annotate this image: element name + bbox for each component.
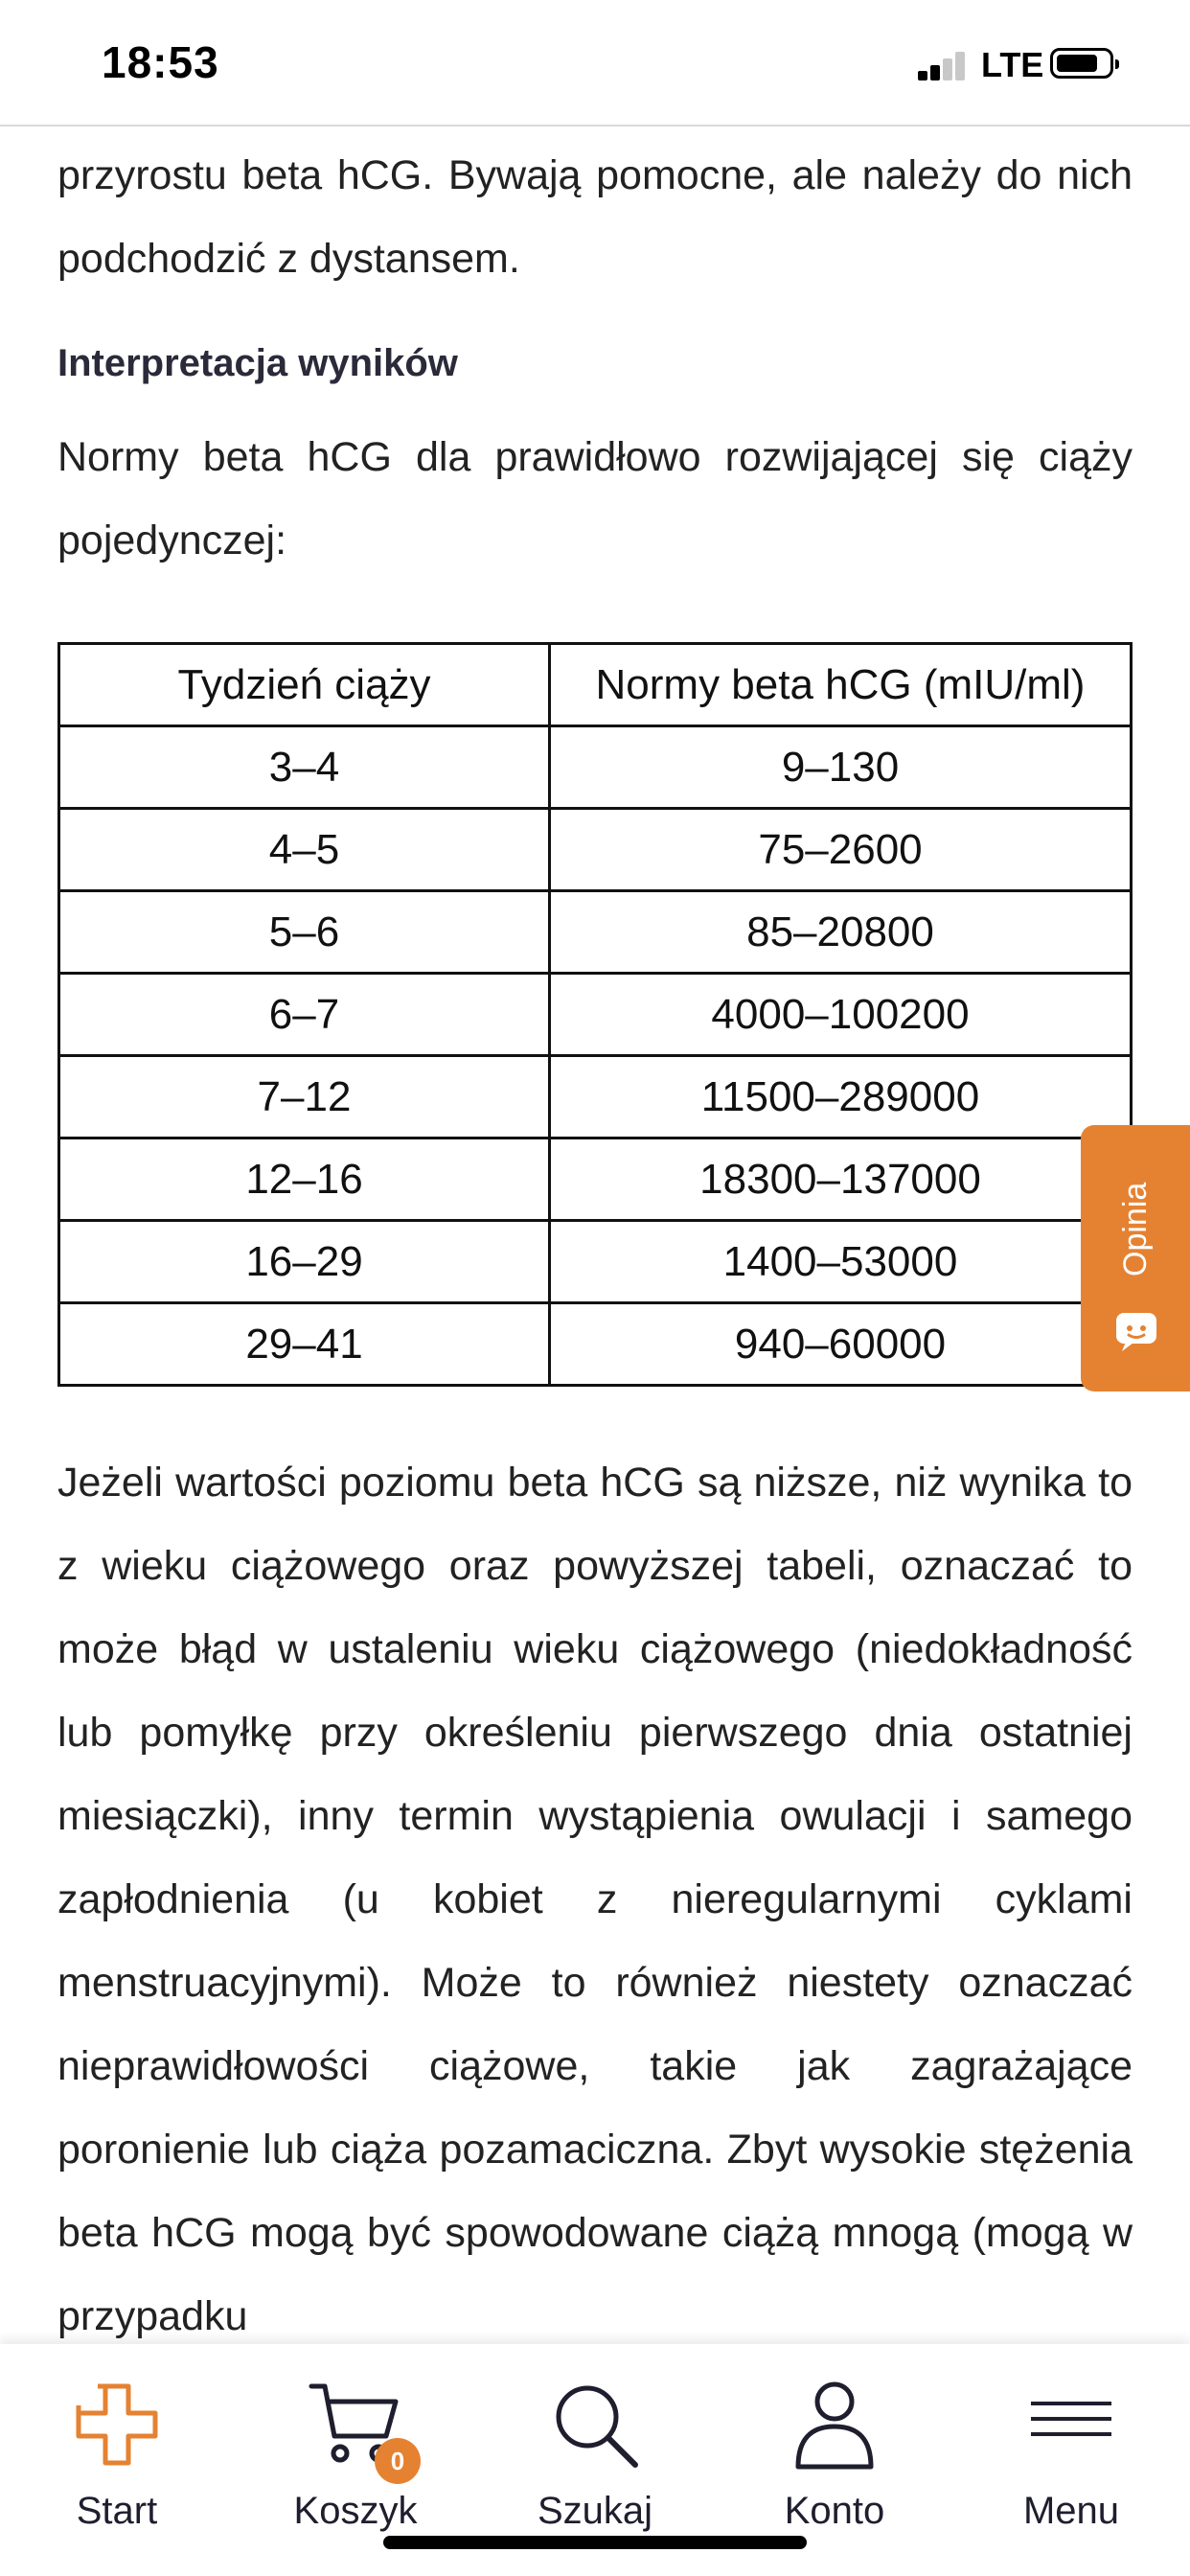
nav-label-menu: Menu: [1022, 2490, 1120, 2532]
status-bar: [0, 0, 1190, 126]
user-icon: [787, 2377, 882, 2472]
intro-paragraph: przyrostu beta hCG. Bywają pomocne, ale należy do nich podchodzić z dystansem.: [57, 152, 1133, 282]
body-paragraph: Jeżeli wartości poziomu beta hCG są niższe, niż wynika to z wieku ciążowego oraz powyższej tabeli, oznaczać to może błąd w ustaleniu wieku ciążowego (niedokładność lub pomyłkę przy określeniu pierwszego dnia ostatniej miesiączki), inny termin wystąpienia owulacji i samego zapłodnienia (u kobiet z nieregularnymi cyklami menstruacyjnymi). Może to również niestety oznaczać nieprawidłowości ciążowe, takie jak zagrażające poronienie lub ciąża pozamaciczna. Zbyt wysokie stężenia beta hCG mogą być spowodowane ciążą mnogą (mogą w przypadku: [57, 1460, 1133, 2339]
search-icon: [547, 2377, 643, 2472]
table-intro-paragraph: Normy beta hCG dla prawidłowo rozwijającej się ciąży pojedynczej:: [57, 434, 1133, 564]
status-time: 18:53: [102, 37, 219, 87]
table-row: [59, 809, 1132, 891]
table-header-row: [59, 644, 1132, 726]
table-row: [59, 1303, 1132, 1386]
norm-cell: 940–60000: [550, 1303, 1132, 1386]
norm-cell: 1400–53000: [550, 1221, 1132, 1303]
section-heading: Interpretacja wyników: [57, 342, 458, 384]
cart-count-badge: 0: [375, 2438, 421, 2484]
network-type: LTE: [981, 45, 1044, 84]
table-row: [59, 1138, 1132, 1221]
menu-icon: [1023, 2377, 1119, 2472]
table-row: [59, 1056, 1132, 1138]
feedback-tab[interactable]: [1081, 1125, 1190, 1392]
nav-label-search: Szukaj: [537, 2490, 653, 2532]
table-row: [59, 891, 1132, 974]
week-cell: 7–12: [59, 1056, 550, 1138]
beta-hcg-norms-table: [57, 642, 1133, 1387]
week-cell: 12–16: [59, 1138, 550, 1221]
feedback-tab-label: Opinia: [1117, 1182, 1154, 1277]
nav-item-menu[interactable]: [975, 2344, 1167, 2576]
chat-bubble-icon: [1112, 1307, 1160, 1355]
norm-cell: 75–2600: [550, 809, 1132, 891]
week-cell: 5–6: [59, 891, 550, 974]
norm-cell: 11500–289000: [550, 1056, 1132, 1138]
battery-icon: [1050, 48, 1113, 79]
week-cell: 29–41: [59, 1303, 550, 1386]
home-indicator[interactable]: [383, 2536, 807, 2549]
week-cell: 4–5: [59, 809, 550, 891]
nav-label-cart: Koszyk: [293, 2490, 418, 2532]
signal-strength-icon: [918, 50, 968, 80]
week-cell: 3–4: [59, 726, 550, 809]
nav-label-start: Start: [76, 2490, 158, 2532]
table-row: [59, 1221, 1132, 1303]
nav-label-account: Konto: [784, 2490, 885, 2532]
nav-item-start[interactable]: [21, 2344, 213, 2576]
week-cell: 6–7: [59, 974, 550, 1056]
column-header-norms: Normy beta hCG (mIU/ml): [550, 644, 1132, 726]
norm-cell: 4000–100200: [550, 974, 1132, 1056]
article-content: [57, 134, 1133, 583]
table-row: [59, 726, 1132, 809]
column-header-week: Tydzień ciąży: [59, 644, 550, 726]
norm-cell: 18300–137000: [550, 1138, 1132, 1221]
norm-cell: 85–20800: [550, 891, 1132, 974]
norm-cell: 9–130: [550, 726, 1132, 809]
table-row: [59, 974, 1132, 1056]
article-body: [57, 1441, 1133, 2358]
medical-cross-icon: [69, 2377, 165, 2472]
week-cell: 16–29: [59, 1221, 550, 1303]
